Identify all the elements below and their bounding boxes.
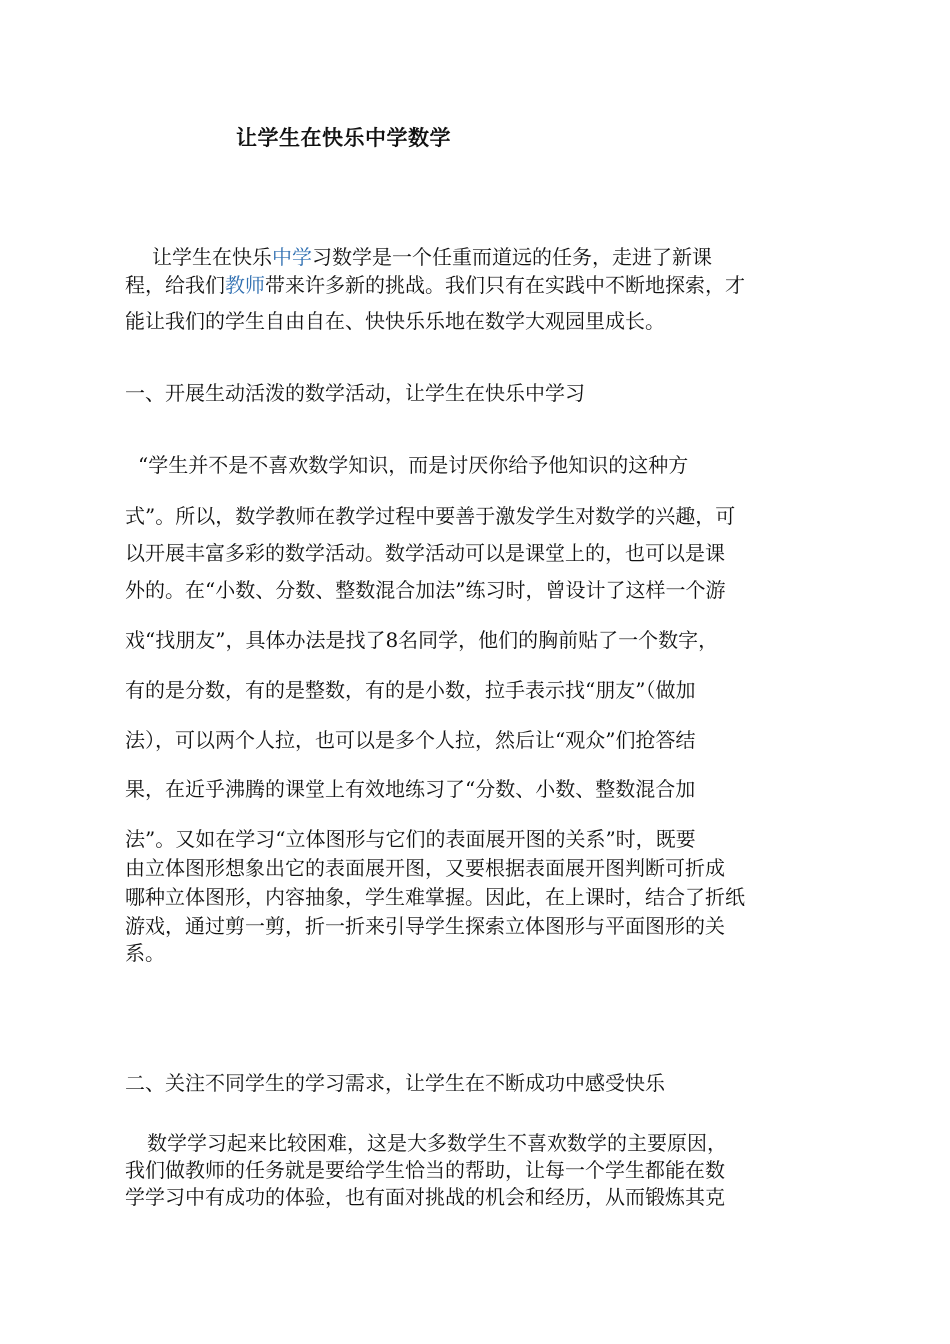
- section-1-line: 法），可以两个人拉，也可以是多个人拉，然后让“观众”们抢答结: [125, 728, 696, 752]
- intro-text: 让学生在快乐: [152, 245, 272, 269]
- section-2-line: 数学学习起来比较困难，这是大多数学生不喜欢数学的主要原因，: [147, 1131, 727, 1155]
- intro-line-3: 能让我们的学生自由自在、快快乐乐地在数学大观园里成长。: [125, 309, 665, 333]
- section-1-line: 系。: [125, 941, 165, 965]
- section-1-line: 以开展丰富多彩的数学活动。数学活动可以是课堂上的，也可以是课: [125, 541, 725, 565]
- section-1-line: 游戏，通过剪一剪，折一折来引导学生探索立体图形与平面图形的关: [125, 914, 725, 938]
- intro-text: 带来许多新的挑战。我们只有在实践中不断地探索，才: [265, 273, 745, 297]
- section-2-line: 学学习中有成功的体验，也有面对挑战的机会和经历，从而锻炼其克: [125, 1185, 725, 1209]
- section-1-line: 法”。又如在学习“立体图形与它们的表面展开图的关系”时，既要: [125, 827, 696, 851]
- link-jiaoshi[interactable]: 教师: [225, 273, 265, 297]
- section-1-heading: 一、开展生动活泼的数学活动，让学生在快乐中学习: [125, 381, 585, 405]
- section-1-line: 戏“找朋友”，具体办法是找了8名同学，他们的胸前贴了一个数字，: [125, 628, 719, 652]
- section-1-line: 果，在近乎沸腾的课堂上有效地练习了“分数、小数、整数混合加: [125, 777, 696, 801]
- section-2-line: 我们做教师的任务就是要给学生恰当的帮助，让每一个学生都能在数: [125, 1158, 725, 1182]
- section-2-heading: 二、关注不同学生的学习需求，让学生在不断成功中感受快乐: [125, 1071, 665, 1095]
- intro-text: 程，给我们: [125, 273, 225, 297]
- section-1-line: 式”。所以，数学教师在教学过程中要善于激发学生对数学的兴趣，可: [125, 504, 736, 528]
- section-1-line: 有的是分数，有的是整数，有的是小数，拉手表示找“朋友”（做加: [125, 678, 696, 702]
- intro-line-1: [152, 244, 712, 270]
- intro-text: 习数学是一个任重而道远的任务，走进了新课: [312, 245, 712, 269]
- link-zhongxue[interactable]: 中学: [272, 245, 312, 269]
- section-1-line: 哪种立体图形，内容抽象，学生难掌握。因此，在上课时，结合了折纸: [125, 885, 745, 909]
- section-1-line: 由立体图形想象出它的表面展开图，又要根据表面展开图判断可折成: [125, 856, 725, 880]
- section-1-line: 外的。在“小数、分数、整数混合加法”练习时，曾设计了这样一个游: [125, 578, 726, 602]
- document-title: 让学生在快乐中学数学: [236, 126, 451, 150]
- section-1-line: “学生并不是不喜欢数学知识，而是讨厌你给予他知识的这种方: [138, 453, 689, 477]
- intro-line-2: [125, 272, 745, 298]
